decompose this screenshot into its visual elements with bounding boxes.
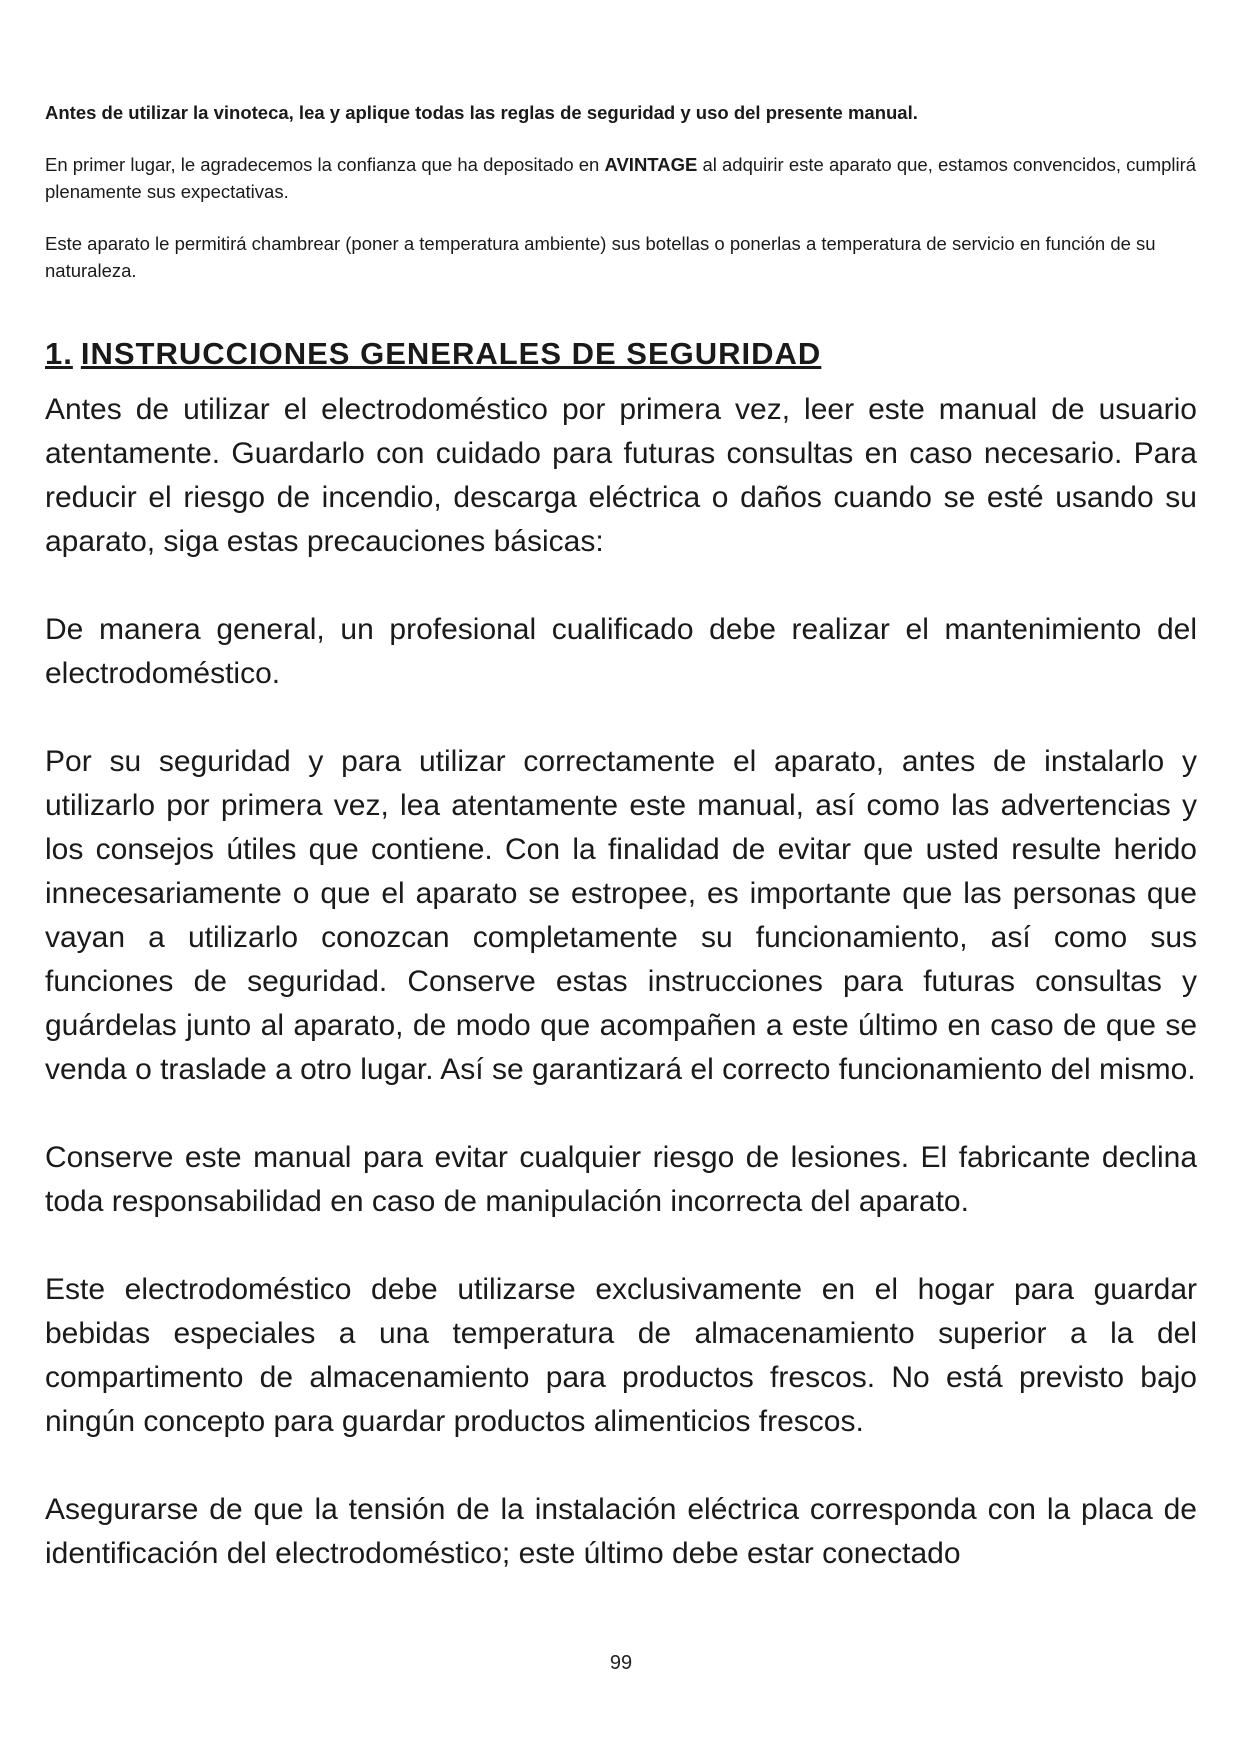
page-number: 99: [609, 1652, 633, 1674]
intro-thanks-after: al adquirir este aparato que, estamos convencidos, cumplirá plenamente sus expectativas.: [45, 154, 1197, 202]
paragraph-intended-use: Este electrodoméstico debe utilizarse exclusivamente en el hogar para guardar bebidas especiales a una temperatura de almacenamiento superior a la del compartimento de almacenamiento para productos frescos. No está previsto bajo ningún concepto para guardar productos alimenticios frescos.: [45, 1273, 1197, 1438]
intro-purpose: Este aparato le permitirá chambrear (poner a temperatura ambiente) sus botellas o ponerlas a temperatura de servicio en función de su naturaleza.: [45, 233, 1156, 281]
intro-thanks: [45, 151, 1197, 205]
manual-page: [45, 100, 1197, 1620]
paragraph-safety-usage: Por su seguridad y para utilizar correctamente el aparato, antes de instalarlo y utilizarlo por primera vez, lea atentamente este manual, así como las advertencias y los consejos útiles que contiene. Con la finalidad de evitar que usted resulte herido innecesariamente o que el aparato se estropee, es importante que las personas que vayan a utilizarlo conozcan completamente su funcionamiento, así como sus funciones de seguridad. Conserve estas instrucciones para futuras consultas y guárdelas junto al aparato, de modo que acompañen a este último en caso de que se venda o traslade a otro lugar. Así se garantizará el correcto funcionamiento del mismo.: [45, 745, 1197, 1086]
intro-thanks-before: En primer lugar, le agradecemos la confianza que ha depositado en: [45, 154, 605, 175]
section-heading: [45, 334, 1197, 374]
paragraph-voltage: Asegurarse de que la tensión de la instalación eléctrica corresponda con la placa de identificación del electrodoméstico; este último debe estar conectado: [45, 1493, 1197, 1570]
brand-name: AVINTAGE: [604, 154, 698, 175]
paragraph-liability: Conserve este manual para evitar cualquier riesgo de lesiones. El fabricante declina toda responsabilidad en caso de manipulación incorrecta del aparato.: [45, 1141, 1197, 1218]
paragraph-read-manual: Antes de utilizar el electrodoméstico por primera vez, leer este manual de usuario atentamente. Guardarlo con cuidado para futuras consultas en caso necesario. Para reducir el riesgo de incendio, descarga eléctrica o daños cuando se esté usando su aparato, siga estas precauciones básicas:: [45, 393, 1197, 558]
paragraph-maintenance: De manera general, un profesional cualificado debe realizar el mantenimiento del electrodoméstico.: [45, 613, 1197, 690]
intro-warning: Antes de utilizar la vinoteca, lea y aplique todas las reglas de seguridad y uso del presente manual.: [45, 102, 918, 123]
section-title: INSTRUCCIONES GENERALES DE SEGURIDAD: [80, 336, 822, 371]
section-number: 1.: [45, 336, 73, 371]
